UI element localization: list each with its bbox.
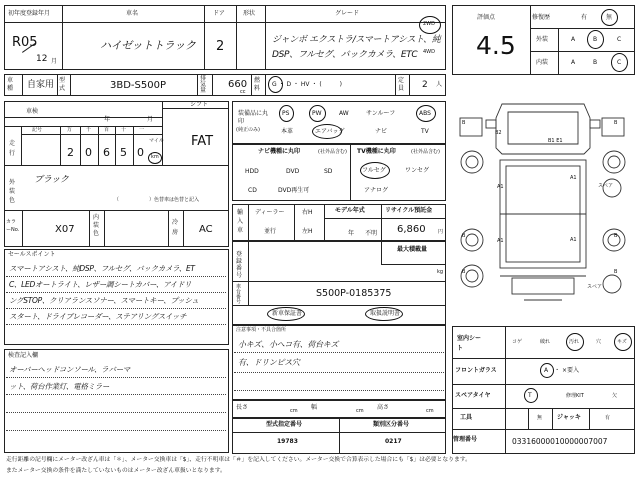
- score-value: 4.5: [476, 31, 516, 60]
- tv-analog: アナログ: [364, 187, 389, 194]
- first-reg-era: R05: [12, 35, 38, 50]
- model-year-unit: 年: [348, 230, 355, 237]
- equipment-sub: (純正のみ): [236, 127, 260, 133]
- tools-value: 無: [537, 415, 543, 421]
- footer-line-2: またメーター交換の条件を満たしていないものはメーター改ざん車扱いとなります。: [6, 468, 226, 474]
- navi-dvd: DVD: [286, 168, 300, 175]
- sales-line-4: スタート、ドライブレコーダー、ステアリングスイッチ: [9, 312, 187, 321]
- mark-a1-2: A1: [570, 175, 577, 181]
- jack-value: 有: [605, 415, 611, 421]
- tv-oneseg: ワンセグ: [405, 167, 430, 174]
- displacement-label: 排気量: [200, 75, 207, 94]
- equip-airbag: エアバッグ: [315, 128, 345, 135]
- width-unit: cm: [356, 408, 364, 414]
- odo-digit-3: 6: [103, 146, 110, 159]
- navi-hdd: HDD: [245, 168, 259, 175]
- import-right: 右H: [302, 209, 313, 216]
- drive-2wd: 2WD: [423, 21, 435, 27]
- interior-label: 内装: [536, 59, 549, 66]
- equipment-label: 装備品に丸印: [238, 110, 269, 125]
- mark-b-3: B: [462, 233, 466, 239]
- inspection-month: 月: [147, 116, 154, 123]
- sheet-burn: コゲ: [512, 339, 523, 345]
- tv-sub: (社外品含む): [411, 149, 440, 155]
- spare-t: T: [528, 392, 532, 399]
- mgmt-label: 管理番号: [453, 436, 478, 443]
- spare-label: スペアタイヤ: [455, 392, 491, 399]
- displacement: 660: [228, 79, 248, 90]
- navi-cd: CD: [248, 187, 257, 194]
- km-unit: km: [151, 154, 159, 160]
- unit-1k: 千: [86, 127, 92, 133]
- color-value: ブラック: [34, 175, 69, 185]
- grade-label: グレード: [335, 10, 360, 17]
- sales-points-label: セールスポイント: [8, 251, 56, 258]
- fuel-label: 燃料: [254, 77, 261, 92]
- new-warranty: 新車保証書: [272, 310, 303, 317]
- equip-abs: ABS: [419, 110, 431, 117]
- ac-value: AC: [199, 224, 213, 235]
- shift-value: FAT: [191, 134, 214, 149]
- repair-no: 無: [606, 14, 613, 21]
- mark-b2: B2: [495, 130, 502, 136]
- glass-value: A ・ ×要入: [544, 367, 580, 374]
- interior-sheet-label: 室内シート: [457, 335, 482, 352]
- inspection-year: 年: [104, 116, 111, 123]
- notes-label: 注意事項・不具合箇所: [236, 327, 287, 333]
- grade-line-2: DSP、フルセグ、バックカメラ、ETC: [272, 50, 418, 60]
- seats-label: 定員: [398, 77, 405, 92]
- equip-aw: AW: [339, 110, 349, 117]
- max-load-label: 最大積載量: [397, 246, 428, 253]
- odo-digit-1: 2: [67, 146, 74, 159]
- cab-outline: [496, 104, 590, 154]
- type-number: 19783: [277, 438, 298, 445]
- exterior-c: C: [617, 36, 622, 43]
- recycle-value: 6,860: [397, 224, 426, 235]
- navi-dvd-play: DVD再生可: [278, 187, 310, 194]
- door-count: 2: [216, 39, 225, 54]
- interior-color-label: 内装色: [93, 214, 100, 237]
- equip-ps: PS: [282, 110, 290, 117]
- sales-line-2: C、LEDオートライト、レザー調シートカバー、アイドリ: [9, 280, 192, 289]
- interior-c: C: [617, 59, 622, 66]
- mark-b-5: B: [462, 269, 466, 275]
- type-number-label: 型式指定番号: [266, 421, 303, 428]
- chassis-number: S500P-0185375: [316, 288, 392, 299]
- mark-a1-1: A1: [497, 184, 504, 190]
- mark-b-4: B: [614, 233, 618, 239]
- mile-unit: マイル: [149, 138, 164, 144]
- repair-yes: 有: [581, 14, 588, 21]
- first-reg-month: 12: [36, 54, 48, 64]
- height-unit: cm: [426, 408, 434, 414]
- unit-10k: 万: [67, 127, 73, 133]
- inspection-label: 車検: [26, 108, 39, 115]
- equip-sunroof: サンルーフ: [366, 110, 396, 117]
- fuel-options: G ・ D ・ HV ・ ( ): [272, 81, 343, 88]
- sheet-tear: 破れ: [540, 339, 551, 345]
- mark-a1-4: A1: [570, 237, 577, 243]
- class-number-label: 類別区分番号: [373, 421, 410, 428]
- car-name: ハイゼットトラック: [100, 39, 196, 52]
- door-label: ドア: [213, 10, 225, 17]
- recycle-label: リサイクル預託金: [385, 207, 433, 214]
- shift-label: シフト: [190, 101, 209, 108]
- odo-digit-2: 0: [85, 146, 92, 159]
- jack-label: ジャッキ: [557, 414, 581, 421]
- spare-bottom: スペア: [587, 284, 603, 290]
- mark-a1-3: A1: [497, 238, 504, 244]
- score-label: 評価点: [477, 14, 496, 21]
- notes-line-2: 有、ドリンピス穴: [238, 358, 300, 367]
- color-code-label: カラーNo.: [6, 219, 20, 233]
- chassis-label: 車台番号: [236, 284, 242, 305]
- truck-diagram: [452, 78, 635, 322]
- first-reg-label: 初年度登録年月: [8, 10, 51, 17]
- color-label: 外装色: [9, 179, 16, 204]
- glass-label: フロントガラス: [455, 367, 497, 374]
- spare-none: 欠: [612, 393, 618, 399]
- max-load-kg: kg: [437, 269, 444, 275]
- recycle-yen: 円: [438, 229, 444, 235]
- reg-number-label: 登録番号: [236, 251, 243, 279]
- month-unit: 月: [51, 58, 58, 65]
- model-year-unknown: 不明: [365, 230, 378, 237]
- class-number: 0217: [385, 438, 402, 445]
- unit-1: 一: [139, 127, 145, 133]
- inspector-line-2: ット、荷台作業灯、電格ミラー: [9, 382, 110, 391]
- tv-label: TV機種に丸印: [357, 148, 396, 155]
- navi-label: ナビ機種に丸印: [258, 148, 301, 155]
- unit-100: 百: [104, 127, 110, 133]
- sales-line-3: ングSTOP、クリアランスソナー、スマートキー、プッシュ: [9, 296, 199, 305]
- ac-label: 冷房: [172, 219, 179, 236]
- tools-label: 工具: [460, 414, 473, 421]
- seats: 2: [422, 80, 428, 90]
- manual: 取扱説明書: [370, 310, 401, 317]
- mark-b-1: B: [462, 120, 466, 126]
- length-unit: cm: [290, 408, 298, 414]
- navi-sd: SD: [324, 168, 333, 175]
- sheet-hole: 穴: [596, 339, 602, 345]
- length-label: 長さ: [236, 404, 249, 411]
- equip-pw: PW: [312, 110, 322, 117]
- import-left: 左H: [302, 228, 313, 235]
- record-label: 記号: [32, 127, 43, 133]
- import-label: 輸入車: [237, 209, 244, 234]
- equip-tv: TV: [421, 128, 429, 135]
- seats-unit: 人: [436, 81, 443, 88]
- inspection-box: [4, 101, 229, 247]
- dimensions-box: [232, 400, 446, 418]
- navi-sub: (社外品含む): [318, 149, 347, 155]
- car-name-label: 車名: [126, 10, 139, 17]
- registration-box: [232, 241, 446, 325]
- import-parallel: 並行: [264, 228, 277, 235]
- drive-4wd: 4WD: [423, 49, 435, 55]
- mark-b-2: B: [614, 120, 618, 126]
- sales-line-1: スマートアシスト、純DSP、フルセグ、バックカメラ、ET: [9, 264, 195, 273]
- import-dealer: ディーラー: [255, 209, 285, 216]
- sheet-dirt: 汚れ: [569, 339, 580, 345]
- shape-label: 形状: [243, 10, 256, 17]
- model: 3BD-S500P: [110, 80, 166, 91]
- equip-navi: ナビ: [375, 128, 388, 135]
- spare-top: スペア: [598, 183, 614, 189]
- color-note: （ ）色替車は色替と記入: [114, 197, 200, 203]
- repair-label: 修復歴: [532, 14, 551, 21]
- model-label: 型式: [59, 77, 66, 92]
- unit-10: 十: [121, 127, 127, 133]
- inspector-label: 検査記入欄: [8, 352, 39, 359]
- mark-b-6: B: [614, 269, 618, 275]
- width-label: 幅: [311, 404, 318, 411]
- cc-unit: cc: [240, 89, 246, 95]
- height-label: 高さ: [377, 404, 390, 411]
- spare-kit: 修理KIT: [566, 393, 584, 399]
- grade-line-1: ジャンボ エクストラ/スマートアシスト、純: [272, 35, 441, 45]
- tv-fullseg: フルセグ: [362, 167, 386, 174]
- exterior-label: 外装: [536, 36, 549, 43]
- notes-line-1: 小キズ、小へコ有、荷台キズ: [238, 340, 339, 349]
- sheet-scratch: キズ: [617, 339, 627, 345]
- model-year-label: モデル年式: [335, 207, 365, 214]
- odo-digit-4: 5: [120, 146, 127, 159]
- exterior-b: B: [593, 36, 598, 43]
- exterior-a: A: [571, 36, 576, 43]
- odo-label: 走行: [9, 140, 16, 157]
- usage: 自家用: [27, 80, 55, 90]
- interior-b: B: [593, 59, 598, 66]
- interior-a: A: [571, 59, 576, 66]
- odo-digit-5: 0: [137, 146, 144, 159]
- inspector-line-1: オーバーヘッドコンソール、ラバーマ: [9, 365, 130, 374]
- usage-label: 車種: [7, 77, 14, 92]
- color-code: X07: [55, 224, 75, 235]
- mgmt-number: 03316000010000007007: [512, 437, 608, 446]
- bed-note: B1 E1: [548, 138, 563, 144]
- footer-line-1: 走行距離の記号欄にメーター改ざん車は「＊」、メーター交換車は「$」、走行不明車は「＃」を記入してください。メーター交換で合算表示した場合にも「$」は必要となります。: [6, 457, 471, 463]
- equip-leather: 本革: [281, 128, 294, 135]
